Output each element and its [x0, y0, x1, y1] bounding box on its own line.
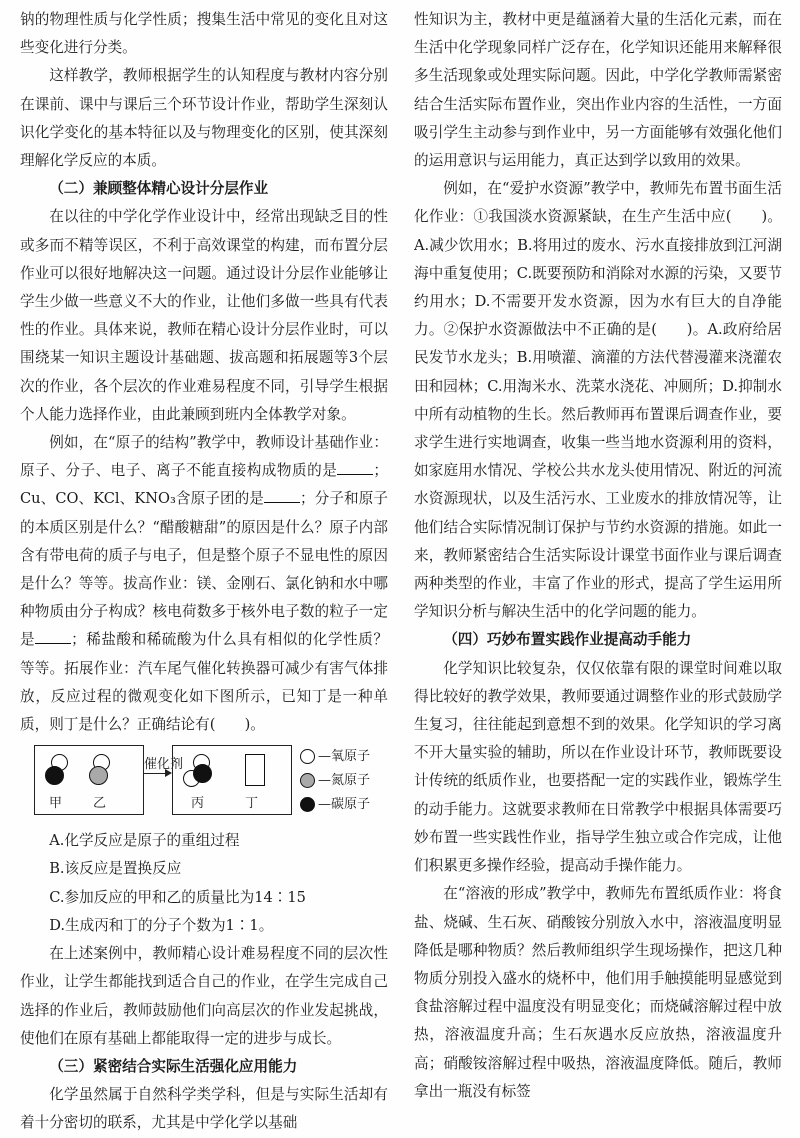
nitrogen-atom [89, 766, 108, 785]
paragraph: 这样教学，教师根据学生的认知程度与教材内容分别在课前、课中与课后三个环节设计作业，帮助学生深刻认识化学变化的基本特征以及与物理变化的区别，使其深刻理解化学反应的本质。 [20, 67, 388, 170]
section-heading: （四）巧妙布置实践作业提高动手能力 [443, 631, 692, 649]
paragraph: 钠的物理性质与化学性质；搜集生活中常见的变化且对这些变化进行分类。 [20, 11, 388, 57]
catalyst-label: 催化剂 [144, 757, 184, 773]
right-column [414, 6, 782, 1106]
answer-blank [35, 643, 71, 644]
text-run: ；Cu、CO、KCl、KNO₃含原子团的是 [20, 462, 388, 508]
label-jia: 甲 [49, 796, 63, 812]
label-bing: 丙 [191, 796, 205, 812]
unknown-product-box [245, 754, 265, 786]
option-d: D.生成丙和丁的分子个数为1∶1。 [49, 916, 274, 934]
carbon-atom-swatch [300, 797, 315, 812]
oxygen-atom-swatch [300, 749, 315, 764]
label-yi: 乙 [93, 796, 107, 812]
option-b: B.该反应是置换反应 [49, 860, 182, 878]
paragraph: 性知识为主，教材中更是蕴涵着大量的生活化元素，而在生活中化学现象同样广泛存在，化学知识还能用来解释很多生活现象或处理实际问题。因此，中学化学教师需紧密结合生活实际布置作业，突出作业内容的生活性，一方面吸引学生主动参与到作业中，另一方面能够有效强化他们的运用意识与运用能力，真正达到学以致用的效果。 [414, 11, 782, 170]
label-ding: 丁 [245, 796, 259, 812]
paragraph: 在上述案例中，教师精心设计难易程度不同的层次性作业，让学生都能找到适合自己的作业，在学生完成自己选择的作业后，教师鼓励他们向高层次的作业发起挑战，使他们在原有基础上都能取得一定的进步与成长。 [20, 945, 388, 1047]
left-column [20, 6, 388, 1138]
option-a: A.化学反应是原子的重组过程 [49, 832, 240, 850]
text-run: ；稀盐酸和稀硫酸为什么具有相似的化学性质？等等。拓展作业：汽车尾气催化转换器可减少有害气体排放，反应过程的微观变化如下图所示，已知丁是一种单质，则丁是什么？正确结论有( )。 [20, 631, 388, 734]
paragraph: 在“溶液的形成”教学中，教师先布置纸质作业：将食盐、烧碱、生石灰、硝酸铵分别放入水中，溶液温度明显降低是哪种物质？然后教师组织学生现场操作，把这几种物质分别投入盛水的烧杯中，他们用手触摸能明显感觉到食盐溶解过程中温度没有明显变化；而烧碱溶解过程中放热，溶液温度升高；生石灰遇水反应放热，溶液温度升高；硝酸铵溶解过程中吸热，溶液温度降低。随后，教师拿出一瓶没有标签 [414, 885, 782, 1100]
section-heading: （二）兼顾整体精心设计分层作业 [49, 180, 269, 198]
text-run: ；分子和原子的本质区别是什么？“醋酸糖甜”的原因是什么？原子内部含有带电荷的质子与电子，但是整个原子不显电性的原因是什么？等等。拔高作业：镁、金刚石、氯化钠和水中哪种物质由分子构成？核电荷数多于核外电子数的粒子一定是 [20, 490, 388, 649]
nitrogen-atom-swatch [300, 773, 315, 788]
paragraph: 化学虽然属于自然科学类学科，但是与实际生活却有着十分密切的联系，尤其是中学化学以基础 [20, 1086, 388, 1132]
legend-label: —氮原子 [318, 773, 371, 789]
example-paragraph [20, 429, 388, 739]
text-run: 例如，在“原子的结构”教学中，教师设计基础作业：原子、分子、电子、离子不能直接构成物质的是 [20, 434, 388, 480]
option-c: C.参加反应的甲和乙的质量比为14∶15 [49, 888, 306, 906]
legend-label: —氧原子 [318, 749, 371, 765]
section-heading: （三）紧密结合实际生活强化应用能力 [49, 1057, 298, 1075]
paragraph: 化学知识比较复杂，仅仅依靠有限的课堂时间难以取得比较好的教学效果，教师要通过调整作业的形式鼓励学生复习，往往能起到意想不到的效果。化学知识的学习离不开大量实验的辅助，所以在作业设计环节，教师既要设计传统的纸质作业，也要搭配一定的实践作业，锻炼学生的动手能力。这就要求教师在日常教学中根据具体需要巧妙布置一些实践性作业，指导学生独立或合作完成，让他们积累更多操作经验，提高动手操作能力。 [414, 659, 782, 875]
carbon-atom [193, 764, 212, 783]
answer-blank [264, 502, 300, 503]
paragraph: 在以往的中学化学作业设计中，经常出现缺乏目的性或多而不精等误区，不利于高效课堂的构建，而布置分层作业可以很好地解决这一问题。通过设计分层作业能够让学生少做一些意义不大的作业，让他们多做一些具有代表性的作业。具体来说，教师在精心设计分层作业时，可以围绕某一知识主题设计基础题、拔高题和拓展题等3个层次的作业，各个层次的作业难易程度不同，引导学生根据个人能力选择作业，由此兼顾到班内全体教学对象。 [20, 208, 388, 423]
products-box [172, 745, 292, 815]
legend-label: —碳原子 [318, 797, 371, 813]
carbon-atom [45, 766, 64, 785]
reaction-diagram [20, 743, 388, 823]
answer-blank [337, 474, 373, 475]
reactants-box [34, 745, 144, 815]
legend-carbon [300, 791, 370, 819]
paragraph: 例如，在“爱护水资源”教学中，教师先布置书面生活化作业：①我国淡水资源紧缺，在生产生活中应( )。A.减少饮用水；B.将用过的废水、污水直接排放到江河湖海中重复使用；C.既要预防和消除对水源的污染，又要节约用水；D.不需要开发水资源，因为水有巨大的自净能力。②保护水资源做法中不正确的是( )。A.政府给居民发节水龙头；B.用喷灌、滴灌的方法代替漫灌来浇灌农田和园林；C.用淘米水、洗菜水浇花、冲厕所；D.抑制水中所有动植物的生长。然后教师再布置课后调查作业，要求学生进行实地调查，收集一些当地水资源利用的资料，如家庭用水情况、学校公共水龙头使用情况、附近的河流水资源现状，以及生活污水、工业废水的排放情况等，让他们结合实际情况制订保护与节约水资源的措施。如此一来，教师紧密结合生活实际设计课堂书面作业与课后调查两种类型的作业，丰富了作业的形式，提高了学生运用所学知识分析与解决生活中的化学问题的能力。 [414, 180, 782, 621]
